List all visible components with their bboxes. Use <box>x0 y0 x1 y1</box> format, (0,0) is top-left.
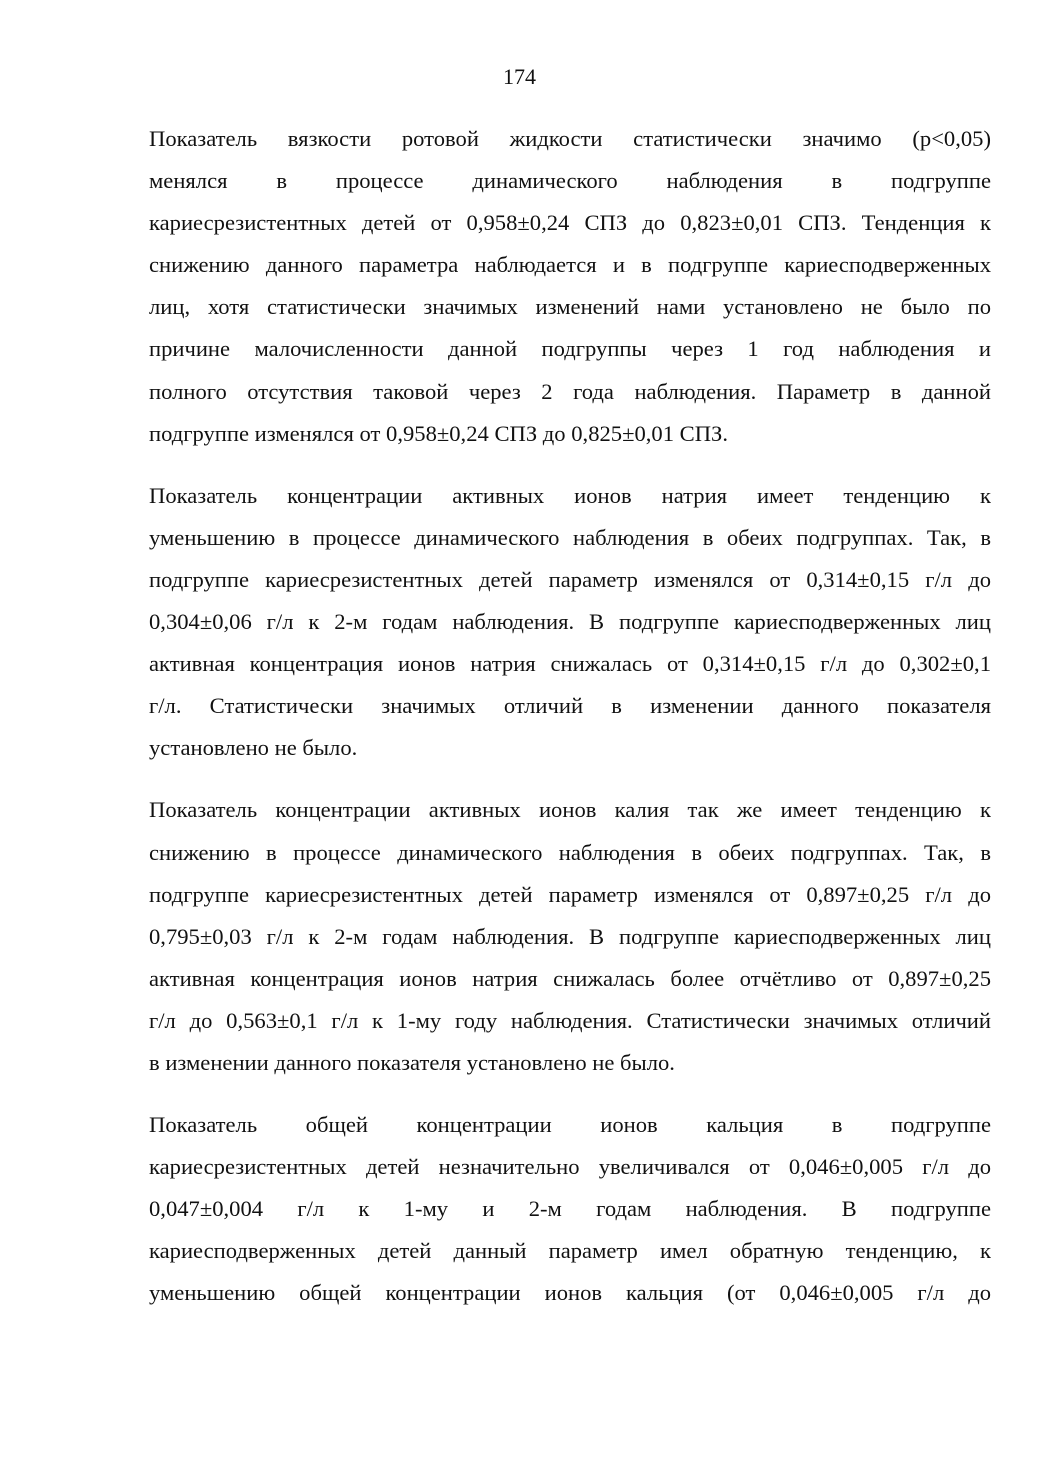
text-line: активная концентрация ионов натрия снижалась от 0,314±0,15 г/л до 0,302±0,1 <box>149 651 991 677</box>
text-line: кариесрезистентных детей незначительно увеличивался от 0,046±0,005 г/л до <box>149 1154 991 1180</box>
paragraph-sodium <box>149 475 991 770</box>
text-line: г/л. Статистически значимых отличий в изменении данного показателя <box>149 693 991 719</box>
text-line: 0,047±0,004 г/л к 1-му и 2-м годам наблюдения. В подгруппе <box>149 1196 991 1222</box>
text-line: Показатель концентрации активных ионов натрия имеет тенденцию к <box>149 482 991 508</box>
text-line: Показатель концентрации активных ионов калия так же имеет тенденцию к <box>149 797 991 823</box>
paragraph-viscosity <box>149 118 991 455</box>
document-body <box>149 118 991 1335</box>
paragraph-potassium <box>149 789 991 1084</box>
text-line: подгруппе кариесрезистентных детей параметр изменялся от 0,314±0,15 г/л до <box>149 566 991 592</box>
text-line: установлено не было. <box>149 735 358 761</box>
text-line: в изменении данного показателя установлено не было. <box>149 1049 675 1075</box>
text-line: Показатель общей концентрации ионов кальция в подгруппе <box>149 1112 991 1138</box>
text-line: кариесподверженных детей данный параметр имел обратную тенденцию, к <box>149 1238 991 1264</box>
text-line: снижению данного параметра наблюдается и в подгруппе кариесподверженных <box>149 252 991 278</box>
text-line: подгруппе кариесрезистентных детей параметр изменялся от 0,897±0,25 г/л до <box>149 881 991 907</box>
text-line: лиц, хотя статистически значимых изменений нами установлено не было по <box>149 294 991 320</box>
text-line: Показатель вязкости ротовой жидкости статистически значимо (р<0,05) <box>149 126 991 151</box>
text-line: кариесрезистентных детей от 0,958±0,24 СПЗ до 0,823±0,01 СПЗ. Тенденция к <box>149 210 991 236</box>
text-line: 0,304±0,06 г/л к 2-м годам наблюдения. В подгруппе кариесподверженных лиц <box>149 609 991 635</box>
paragraph-calcium <box>149 1104 991 1314</box>
text-line: г/л до 0,563±0,1 г/л к 1-му году наблюдения. Статистически значимых отличий <box>149 1007 991 1033</box>
text-line: подгруппе изменялся от 0,958±0,24 СПЗ до 0,825±0,01 СПЗ. <box>149 420 729 446</box>
text-line: менялся в процессе динамического наблюдения в подгруппе <box>149 168 991 194</box>
text-line: причине малочисленности данной подгруппы через 1 год наблюдения и <box>149 336 991 362</box>
text-line: уменьшению общей концентрации ионов кальция (от 0,046±0,005 г/л до <box>149 1280 991 1306</box>
page-number: 174 <box>503 64 536 89</box>
text-line: снижению в процессе динамического наблюдения в обеих подгруппах. Так, в <box>149 839 991 865</box>
text-line: активная концентрация ионов натрия снижалась более отчётливо от 0,897±0,25 <box>149 965 991 991</box>
text-line: уменьшению в процессе динамического наблюдения в обеих подгруппах. Так, в <box>149 524 991 550</box>
text-line: 0,795±0,03 г/л к 2-м годам наблюдения. В подгруппе кариесподверженных лиц <box>149 923 991 949</box>
text-line: полного отсутствия таковой через 2 года наблюдения. Параметр в данной <box>149 378 991 404</box>
